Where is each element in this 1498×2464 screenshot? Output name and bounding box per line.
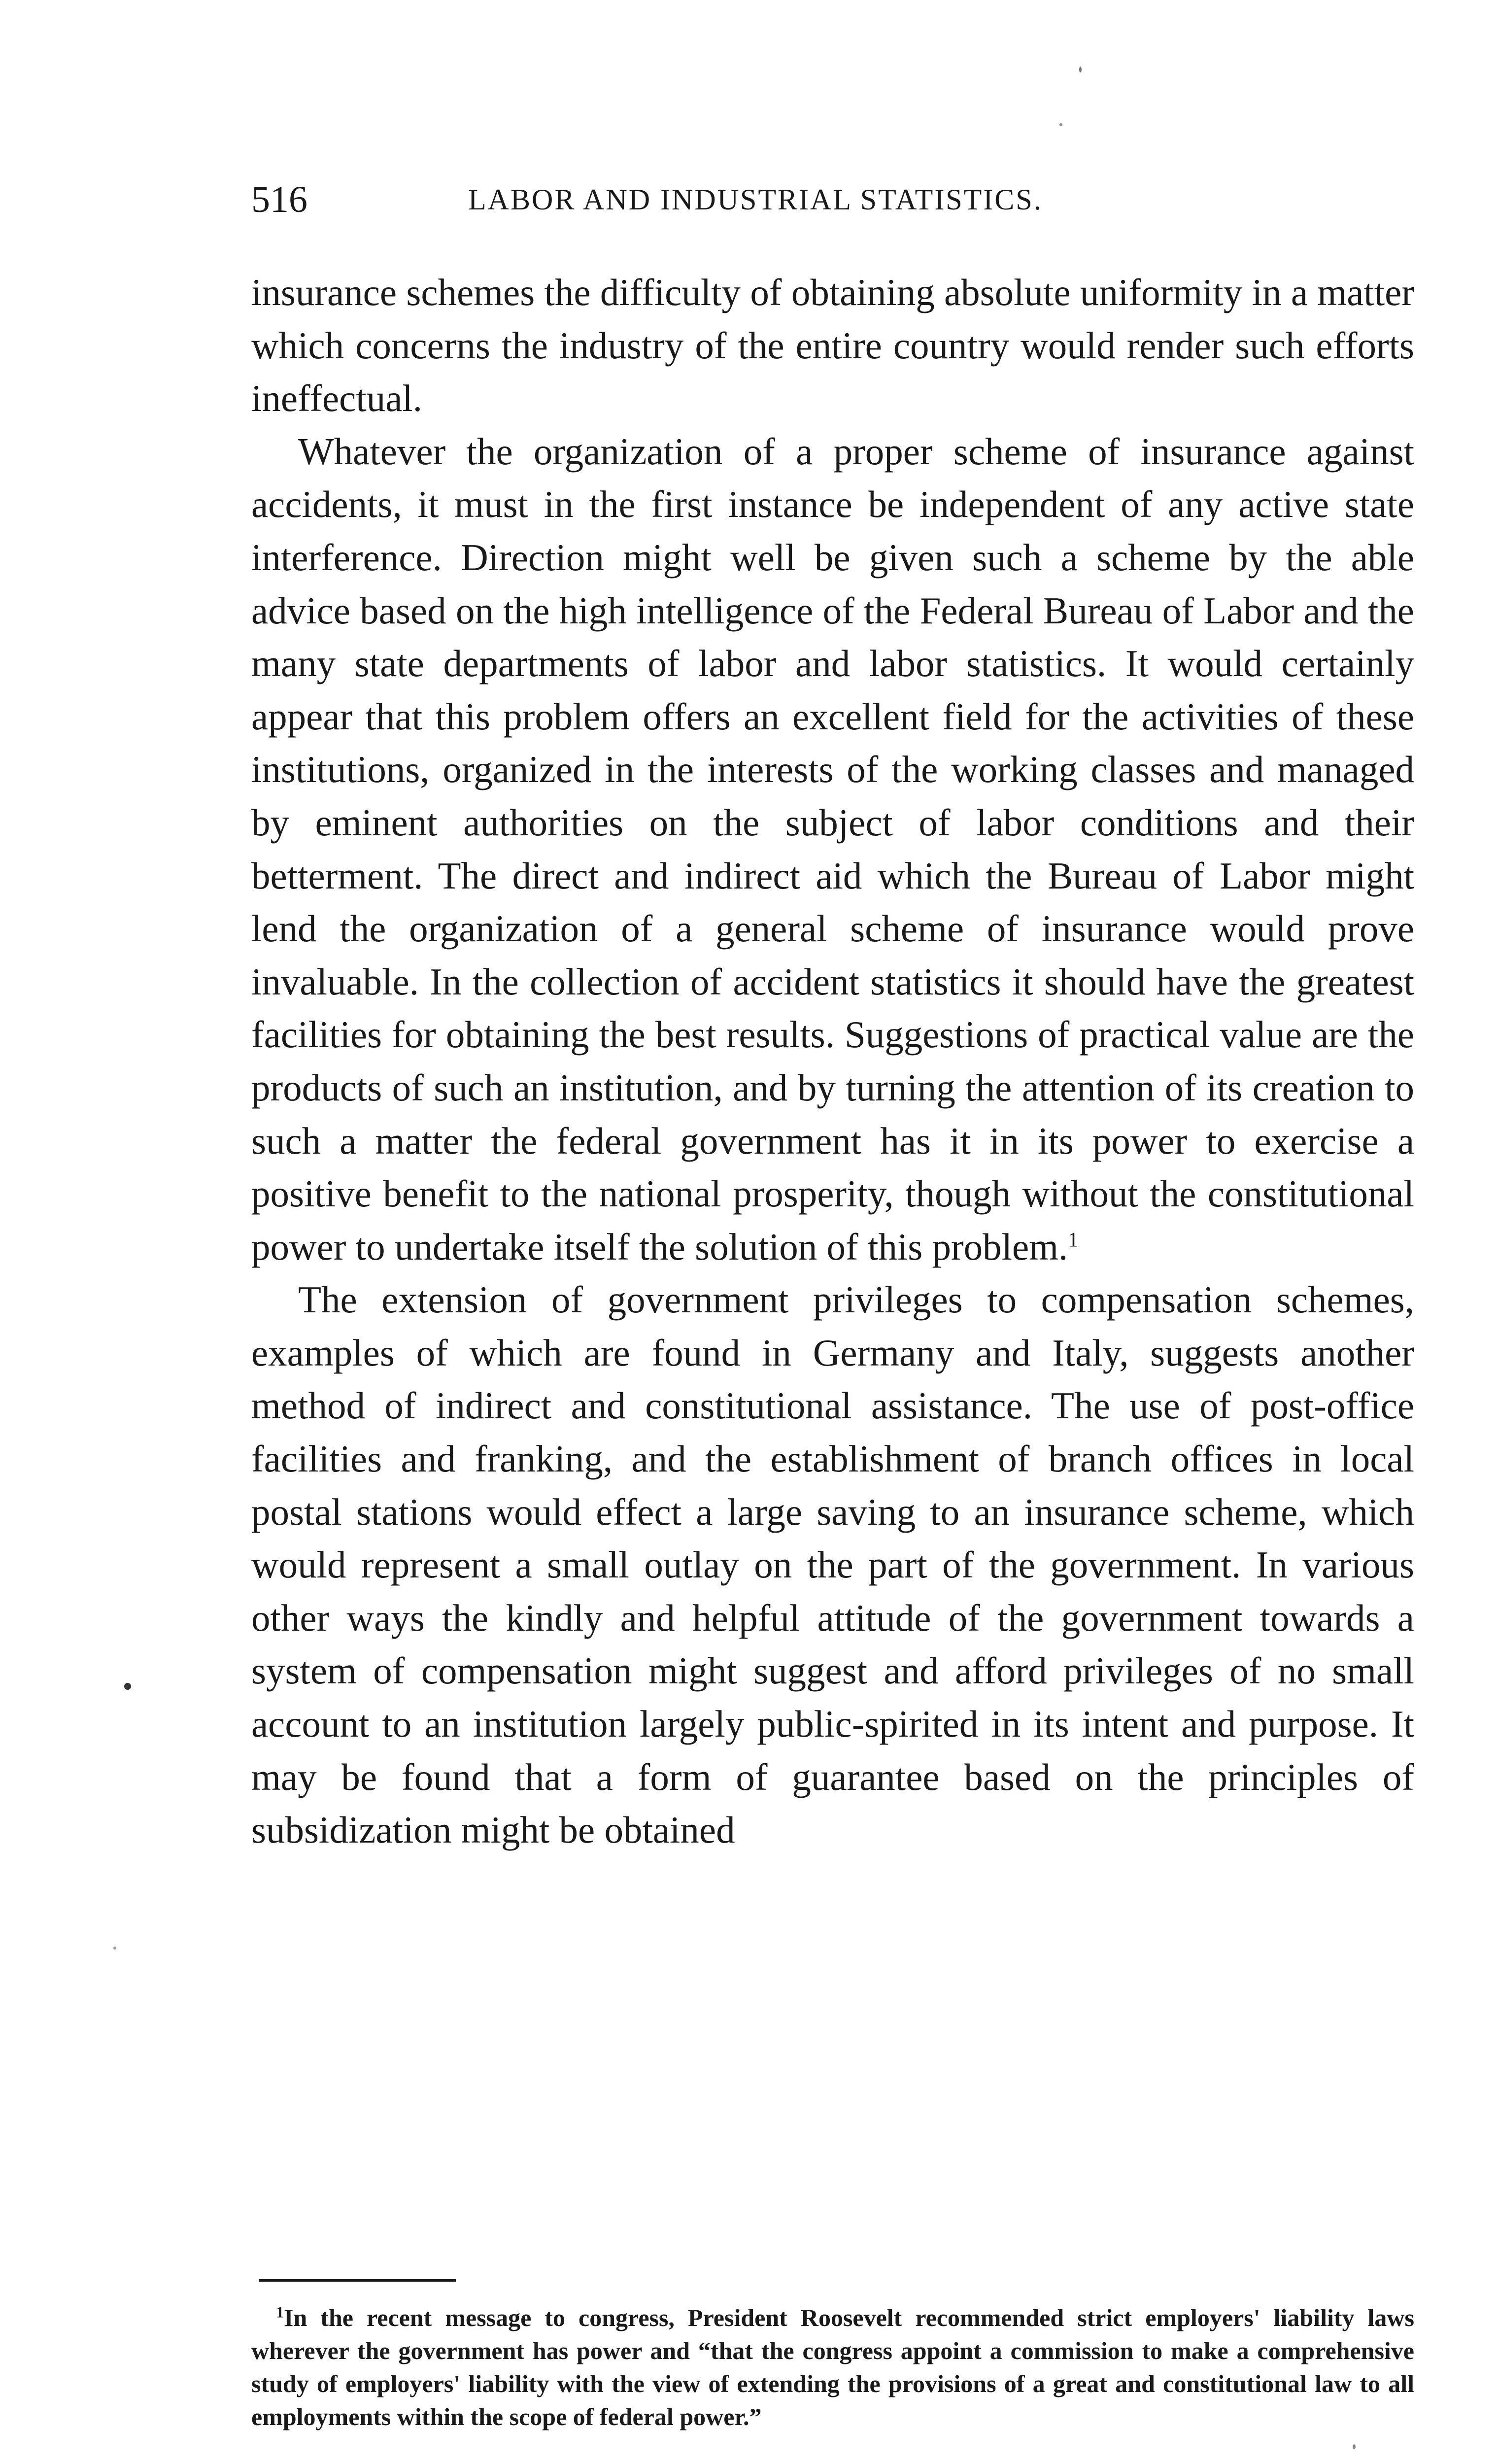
print-speck — [1079, 67, 1082, 72]
print-speck — [124, 1683, 131, 1690]
footnote-text: In the recent message to congress, President Roosevelt recommended strict employers' liability laws wherever the government has power and “that the congress appoint a commission to make a comprehensive study of employers' liability with the view of extending the provisions of a great and constitutional law to all employments within the scope of federal power.” — [251, 2304, 1414, 2430]
footnote-divider — [259, 2279, 456, 2282]
paragraph-continued: insurance schemes the difficulty of obtaining absolute uniformity in a matter which concerns the industry of the entire country would render such efforts ineffectual. — [251, 271, 1414, 420]
footnote — [251, 2301, 1414, 2433]
footnote-reference: 1 — [1068, 1229, 1079, 1252]
footnote-mark: 1 — [276, 2303, 284, 2321]
print-speck — [1353, 2444, 1356, 2449]
page-number: 516 — [251, 179, 307, 220]
body-text — [251, 266, 1414, 1857]
running-head: LABOR AND INDUSTRIAL STATISTICS. — [468, 183, 1043, 216]
paragraph-government-privileges: The extension of government privileges to compensation schemes, examples of which are found in Germany and Italy, suggests another method of indirect and constitutional assistance. The use of post-office facilities and franking, and the establishment of branch offices in local postal stations would effect a large saving to an insurance scheme, which would represent a small outlay on the part of the government. In various other ways the kindly and helpful attitude of the government towards a system of compensation might suggest and afford privileges of no small account to an institution largely public-spirited in its intent and purpose. It may be found that a form of guarantee based on the principles of subsidization might be obtained — [251, 1278, 1414, 1851]
paragraph-insurance-organization — [251, 425, 1414, 1274]
page-header — [251, 175, 1434, 224]
print-speck — [113, 1947, 116, 1950]
paragraph-text: Whatever the organization of a proper scheme of insurance against accidents, it must in the first instance be independent of any active state interference. Direction might well be given such a scheme by the able advice based on the high intelligence of the Federal Bureau of Labor and the many state departments of labor and labor statistics. It would certainly appear that this problem offers an excellent field for the activities of these institutions, organized in the interests of the working classes and managed by eminent authorities on the subject of labor conditions and their betterment. The direct and indirect aid which the Bureau of Labor might lend the organization of a general scheme of insurance would prove invaluable. In the collection of accident statistics it should have the greatest facilities for obtaining the best results. Suggestions of practical value are the products of such an institution, and by turning the attention of its creation to such a matter the federal government has it in its power to exercise a positive benefit to the national prosperity, though without the constitutional power to undertake itself the solution of this problem. — [251, 430, 1414, 1268]
print-speck — [1059, 123, 1062, 126]
